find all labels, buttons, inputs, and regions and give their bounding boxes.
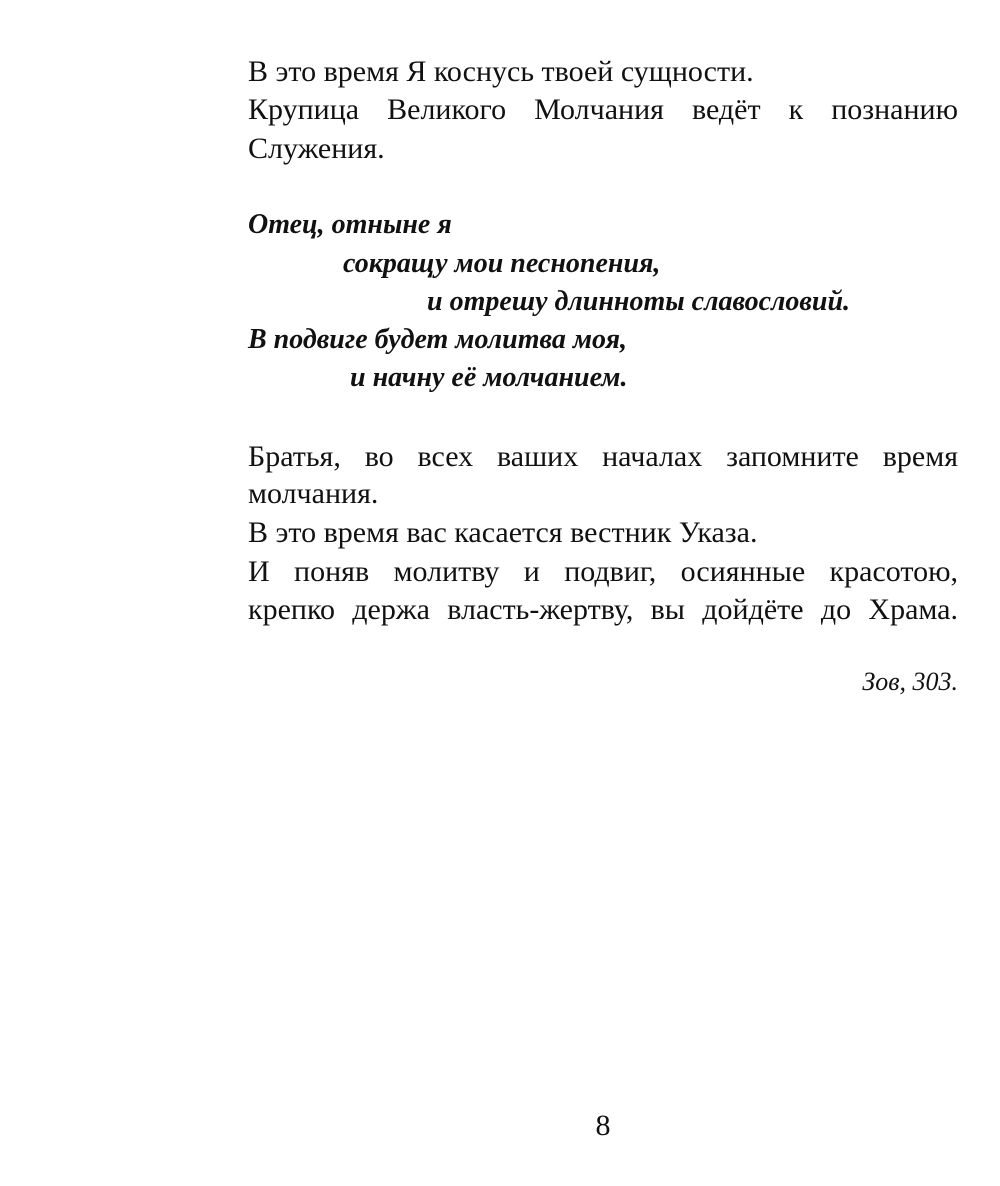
- verse-line: и начну её молчанием.: [350, 362, 628, 393]
- text-line: В это время вас касается вестник Указа.: [248, 516, 758, 549]
- text-line: В это время Я коснусь твоей сущности.: [248, 55, 754, 88]
- verse-line: Отец, отныне я: [248, 209, 452, 240]
- text-line: И поняв молитву и подвиг, осиянные красотою,: [248, 555, 958, 588]
- text-line: Братья, во всех ваших началах запомните время: [248, 440, 958, 473]
- text-line: Служения.: [248, 132, 385, 165]
- text-line: крепко держа власть-жертву, вы дойдёте до Храма.: [248, 593, 958, 626]
- verse-line: В подвиге будет молитва моя,: [248, 324, 628, 355]
- page-number: 8: [595, 1109, 611, 1142]
- text-line: молчания.: [248, 477, 379, 510]
- verse-line: сокращу мои песнопения,: [343, 248, 661, 279]
- verse-line: и отрешу длинноты славословий.: [427, 286, 851, 317]
- citation: Зов, 303.: [862, 667, 958, 696]
- text-line: Крупица Великого Молчания ведёт к познанию: [248, 93, 958, 126]
